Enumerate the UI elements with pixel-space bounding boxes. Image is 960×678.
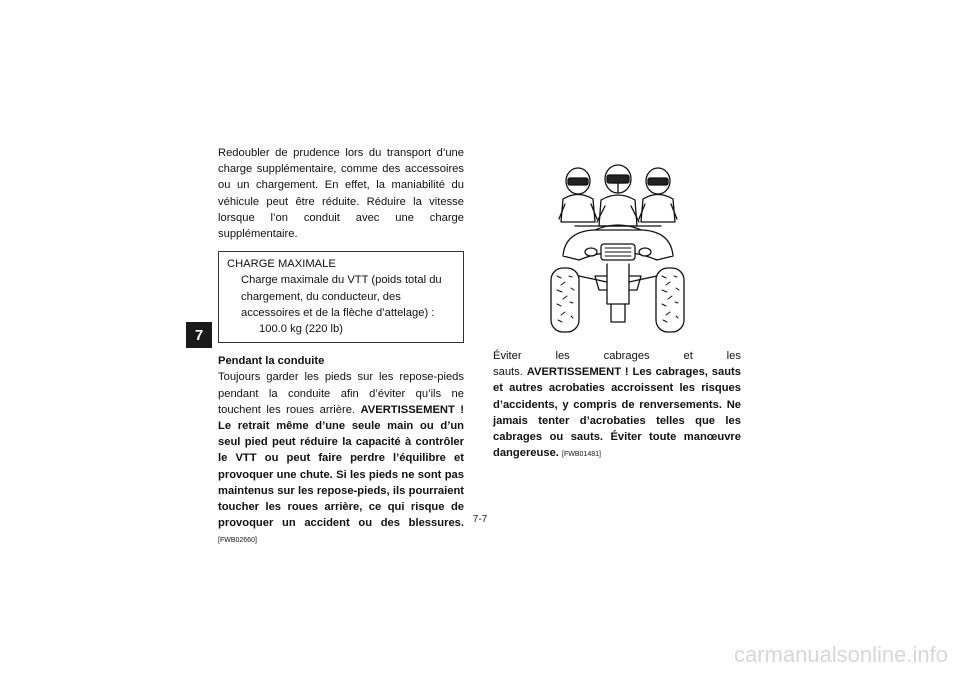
max-load-box bbox=[218, 251, 464, 343]
section-title: Pendant la conduite bbox=[218, 355, 325, 368]
section-warning: AVERTISSEMENT ! Le retrait même d’une seule main ou d’un seul pied peut réduire la capacité à contrôler le VTT ou peut faire perdre l’équilibre et provoquer une chute. Si les pieds ne sont pas maintenus sur les repose-pieds, ils pourraient toucher les roues arrière, ce qui risque de provoquer un accident ou des blessures. bbox=[218, 403, 465, 530]
right-paragraph bbox=[493, 348, 741, 463]
right-text: Éviter les cabrages et les sauts. bbox=[493, 350, 741, 379]
atv-riders-illustration bbox=[545, 164, 690, 339]
right-code: [FWB01481] bbox=[562, 451, 601, 459]
right-column bbox=[493, 348, 741, 463]
max-load-title: CHARGE MAXIMALE bbox=[227, 258, 336, 271]
max-load-value: 100.0 kg (220 lb) bbox=[259, 323, 343, 336]
right-warning: AVERTISSEMENT ! Les cabrages, sauts et autres acrobaties accroissent les risques d’accidents, y compris de renversements. Ne jamais tenter d’acrobaties telles que les cabrages ou sauts. Éviter toute manœuvre dangereuse. bbox=[493, 366, 741, 460]
section-text: Toujours garder les pieds sur les repose-pieds pendant la conduite afin d’éviter qu’ils ne touchent les roues arrière. bbox=[218, 371, 464, 416]
section-code: [FWB02660] bbox=[218, 537, 257, 545]
max-load-description: Charge maximale du VTT (poids total du chargement, du conducteur, des accessoires et de la flèche d’attelage) : bbox=[241, 274, 442, 319]
intro-paragraph: Redoubler de prudence lors du transport d’une charge supplémentaire, comme des accessoires ou un chargement. En effet, la maniabilité du véhicule peut être réduite. Réduire la vitesse lorsque l’on conduit avec une charge supplémentaire. bbox=[218, 147, 464, 241]
section-paragraph bbox=[218, 369, 464, 549]
left-column bbox=[218, 145, 464, 550]
page-number: 7-7 bbox=[472, 514, 488, 525]
watermark: carmanualsonline.info bbox=[733, 642, 948, 667]
chapter-tab: 7 bbox=[186, 322, 212, 348]
